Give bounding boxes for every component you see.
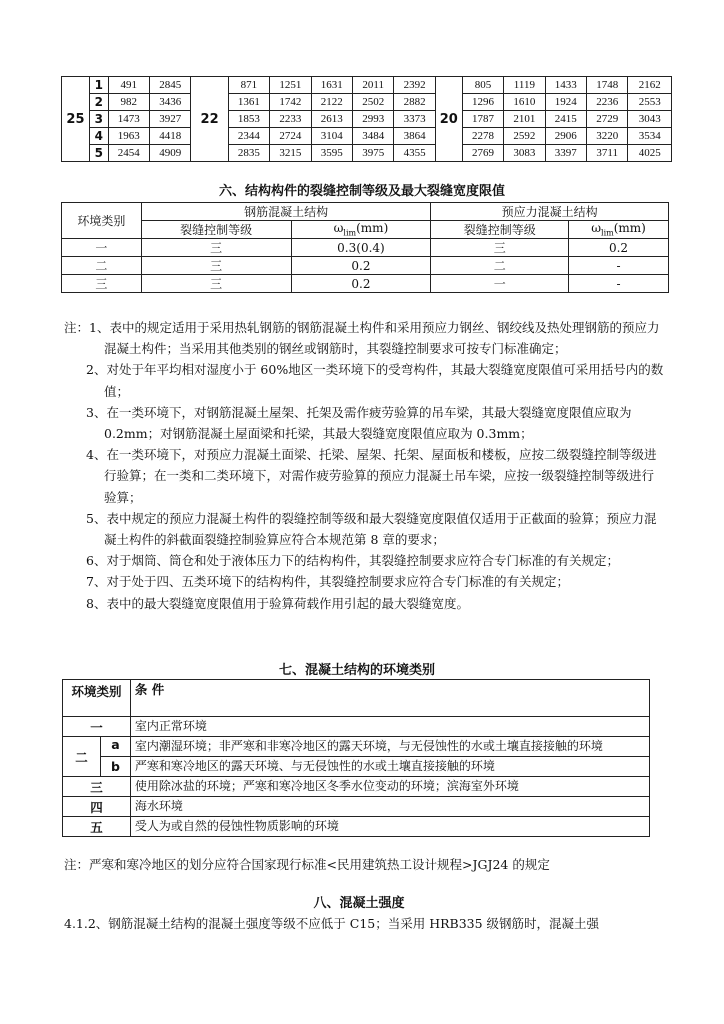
row-index: 3 bbox=[89, 111, 108, 128]
pc-width-cell: - bbox=[569, 257, 669, 275]
env-two-a: a bbox=[100, 737, 130, 757]
cond-two-b: 严寒和寒冷地区的露天环境、与无侵蚀性的水或土壤直接接触的环境 bbox=[130, 757, 649, 777]
value-cell: 1610 bbox=[504, 94, 545, 111]
subheader-rc-width-limit: $\omega_{lim}(mm)$ bbox=[291, 221, 431, 239]
value-cell: 982 bbox=[108, 94, 149, 111]
pc-width-cell: - bbox=[569, 275, 669, 293]
value-cell: 3397 bbox=[545, 145, 586, 162]
value-cell: 2769 bbox=[462, 145, 503, 162]
table-row bbox=[62, 145, 672, 162]
value-cell: 2553 bbox=[628, 94, 672, 111]
value-cell: 2724 bbox=[270, 128, 311, 145]
value-cell: 1473 bbox=[108, 111, 149, 128]
value-cell: 3043 bbox=[628, 111, 672, 128]
value-cell: 2011 bbox=[352, 77, 393, 94]
note-1: 注：1、表中的规定适用于采用热轧钢筋的钢筋混凝土构件和采用预应力钢丝、钢绞线及热处理钢筋的预应力混凝土构件；当采用其他类别的钢丝或钢筋时，其裂缝控制要求可按专门标准确定； bbox=[64, 320, 660, 357]
env-four: 四 bbox=[63, 797, 131, 817]
row-index: 2 bbox=[89, 94, 108, 111]
value-cell: 1433 bbox=[545, 77, 586, 94]
value-cell: 3534 bbox=[628, 128, 672, 145]
subheader-rc-control-level: 裂缝控制等级 bbox=[141, 221, 291, 239]
value-cell: 4418 bbox=[150, 128, 191, 145]
env-one: 一 bbox=[63, 717, 131, 737]
table-row bbox=[62, 77, 672, 94]
note-7: 7、对于处于四、五类环境下的结构构件，其裂缝控制要求应符合专门标准的有关规定； bbox=[86, 574, 569, 590]
value-cell: 1742 bbox=[270, 94, 311, 111]
value-cell: 1924 bbox=[545, 94, 586, 111]
section-6-title: 六、结构构件的裂缝控制等级及最大裂缝宽度限值 bbox=[218, 184, 505, 199]
value-cell: 2502 bbox=[352, 94, 393, 111]
value-cell: 3484 bbox=[352, 128, 393, 145]
table-row bbox=[62, 275, 669, 293]
value-cell: 1963 bbox=[108, 128, 149, 145]
pc-level-cell: 二 bbox=[431, 257, 569, 275]
env-cell: 二 bbox=[62, 257, 142, 275]
value-cell: 871 bbox=[228, 77, 269, 94]
group-label-25: 25 bbox=[62, 77, 90, 162]
value-cell: 3220 bbox=[587, 128, 628, 145]
reinforcement-area-table bbox=[61, 76, 672, 162]
value-cell: 1296 bbox=[462, 94, 503, 111]
value-cell: 2835 bbox=[228, 145, 269, 162]
value-cell: 2162 bbox=[628, 77, 672, 94]
header-prestressed-concrete: 预应力混凝土结构 bbox=[431, 203, 669, 221]
value-cell: 2729 bbox=[587, 111, 628, 128]
value-cell: 4025 bbox=[628, 145, 672, 162]
note-2: 2、对处于年平均相对湿度小于 60%地区一类环境下的受弯构件，其最大裂缝宽度限值可采用括号内的数值； bbox=[86, 362, 664, 399]
row-index: 4 bbox=[89, 128, 108, 145]
cond-two-a: 室内潮湿环境；非严寒和非寒冷地区的露天环境，与无侵蚀性的水或土壤直接接触的环境 bbox=[130, 737, 649, 757]
environment-category-table bbox=[62, 679, 650, 837]
value-cell: 1787 bbox=[462, 111, 503, 128]
value-cell: 3104 bbox=[311, 128, 352, 145]
rc-level-cell: 三 bbox=[141, 239, 291, 257]
env-two-b: b bbox=[100, 757, 130, 777]
pc-width-cell: 0.2 bbox=[569, 239, 669, 257]
rc-width-cell: 0.3(0.4) bbox=[291, 239, 431, 257]
section-7-title: 七、混凝土结构的环境类别 bbox=[278, 663, 435, 678]
pc-level-cell: 三 bbox=[431, 239, 569, 257]
env-five: 五 bbox=[63, 817, 131, 837]
header-environment-category: 环境类别 bbox=[62, 203, 142, 239]
subheader-pc-width-limit: $\omega_{lim}(mm)$ bbox=[569, 221, 669, 239]
environment-note: 注：严寒和寒冷地区的划分应符合国家现行标准<民用建筑热工设计规程>JGJ24 的规定 bbox=[64, 857, 550, 872]
rc-width-cell: 0.2 bbox=[291, 257, 431, 275]
env-two: 二 bbox=[63, 737, 101, 777]
value-cell: 805 bbox=[462, 77, 503, 94]
value-cell: 2344 bbox=[228, 128, 269, 145]
header-env-category: 环境类别 bbox=[63, 680, 131, 717]
value-cell: 2845 bbox=[150, 77, 191, 94]
value-cell: 2415 bbox=[545, 111, 586, 128]
value-cell: 1631 bbox=[311, 77, 352, 94]
value-cell: 1748 bbox=[587, 77, 628, 94]
env-three: 三 bbox=[63, 777, 131, 797]
value-cell: 3595 bbox=[311, 145, 352, 162]
value-cell: 2392 bbox=[394, 77, 435, 94]
value-cell: 4909 bbox=[150, 145, 191, 162]
notes-block bbox=[64, 317, 664, 614]
pc-level-cell: 一 bbox=[431, 275, 569, 293]
subheader-pc-control-level: 裂缝控制等级 bbox=[431, 221, 569, 239]
value-cell: 3864 bbox=[394, 128, 435, 145]
value-cell: 3711 bbox=[587, 145, 628, 162]
value-cell: 3083 bbox=[504, 145, 545, 162]
value-cell: 491 bbox=[108, 77, 149, 94]
crack-control-table bbox=[61, 202, 669, 293]
header-reinforced-concrete: 钢筋混凝土结构 bbox=[141, 203, 431, 221]
cond-one: 室内正常环境 bbox=[130, 717, 649, 737]
value-cell: 2906 bbox=[545, 128, 586, 145]
value-cell: 1853 bbox=[228, 111, 269, 128]
table-row bbox=[62, 128, 672, 145]
value-cell: 3927 bbox=[150, 111, 191, 128]
value-cell: 3373 bbox=[394, 111, 435, 128]
note-4: 4、在一类环境下，对预应力混凝土面梁、托梁、屋架、托架、屋面板和楼板，应按二级裂缝控制等级进行验算；在一类和二类环境下，对需作疲劳验算的预应力混凝土吊车梁，应按一级裂缝控制等级进行验算； bbox=[86, 447, 657, 505]
cond-three: 使用除冰盐的环境；严寒和寒冷地区冬季水位变动的环境；滨海室外环境 bbox=[130, 777, 649, 797]
cond-four: 海水环境 bbox=[130, 797, 649, 817]
cond-five: 受人为或自然的侵蚀性物质影响的环境 bbox=[130, 817, 649, 837]
value-cell: 2454 bbox=[108, 145, 149, 162]
group-label-20: 20 bbox=[435, 77, 462, 162]
value-cell: 1251 bbox=[270, 77, 311, 94]
value-cell: 2592 bbox=[504, 128, 545, 145]
value-cell: 2236 bbox=[587, 94, 628, 111]
strength-clause: 4.1.2、钢筋混凝土结构的混凝土强度等级不应低于 C15；当采用 HRB335 级钢筋时，混凝土强 bbox=[64, 916, 600, 931]
row-index: 1 bbox=[89, 77, 108, 94]
value-cell: 2101 bbox=[504, 111, 545, 128]
value-cell: 2122 bbox=[311, 94, 352, 111]
value-cell: 3215 bbox=[270, 145, 311, 162]
note-6: 6、对于烟筒、筒仓和处于液体压力下的结构构件，其裂缝控制要求应符合专门标准的有关规定； bbox=[86, 553, 619, 569]
rc-width-cell: 0.2 bbox=[291, 275, 431, 293]
rc-level-cell: 三 bbox=[141, 257, 291, 275]
env-cell: 一 bbox=[62, 239, 142, 257]
rc-level-cell: 三 bbox=[141, 275, 291, 293]
value-cell: 1361 bbox=[228, 94, 269, 111]
value-cell: 2882 bbox=[394, 94, 435, 111]
value-cell: 2993 bbox=[352, 111, 393, 128]
table-row bbox=[62, 94, 672, 111]
value-cell: 2233 bbox=[270, 111, 311, 128]
row-index: 5 bbox=[89, 145, 108, 162]
note-8: 8、表中的最大裂缝宽度限值用于验算荷载作用引起的最大裂缝宽度。 bbox=[86, 595, 469, 611]
value-cell: 1119 bbox=[504, 77, 545, 94]
value-cell: 3436 bbox=[150, 94, 191, 111]
section-8-title: 八、混凝土强度 bbox=[313, 896, 405, 911]
value-cell: 3975 bbox=[352, 145, 393, 162]
table-row bbox=[62, 239, 669, 257]
value-cell: 4355 bbox=[394, 145, 435, 162]
table-row bbox=[62, 257, 669, 275]
env-cell: 三 bbox=[62, 275, 142, 293]
value-cell: 2278 bbox=[462, 128, 503, 145]
table-row bbox=[62, 111, 672, 128]
value-cell: 2613 bbox=[311, 111, 352, 128]
note-3: 3、在一类环境下，对钢筋混凝土屋架、托架及需作疲劳验算的吊车梁，其最大裂缝宽度限值应取为 0.2mm；对钢筋混凝土屋面梁和托梁，其最大裂缝宽度限值应取为 0.3mm； bbox=[86, 404, 632, 442]
group-label-22: 22 bbox=[191, 77, 228, 162]
header-condition: 条 件 bbox=[130, 680, 649, 717]
note-5: 5、表中规定的预应力混凝土构件的裂缝控制等级和最大裂缝宽度限值仅适用于正截面的验算；预应力混凝土构件的斜截面裂缝控制验算应符合本规范第 8 章的要求； bbox=[86, 510, 657, 548]
